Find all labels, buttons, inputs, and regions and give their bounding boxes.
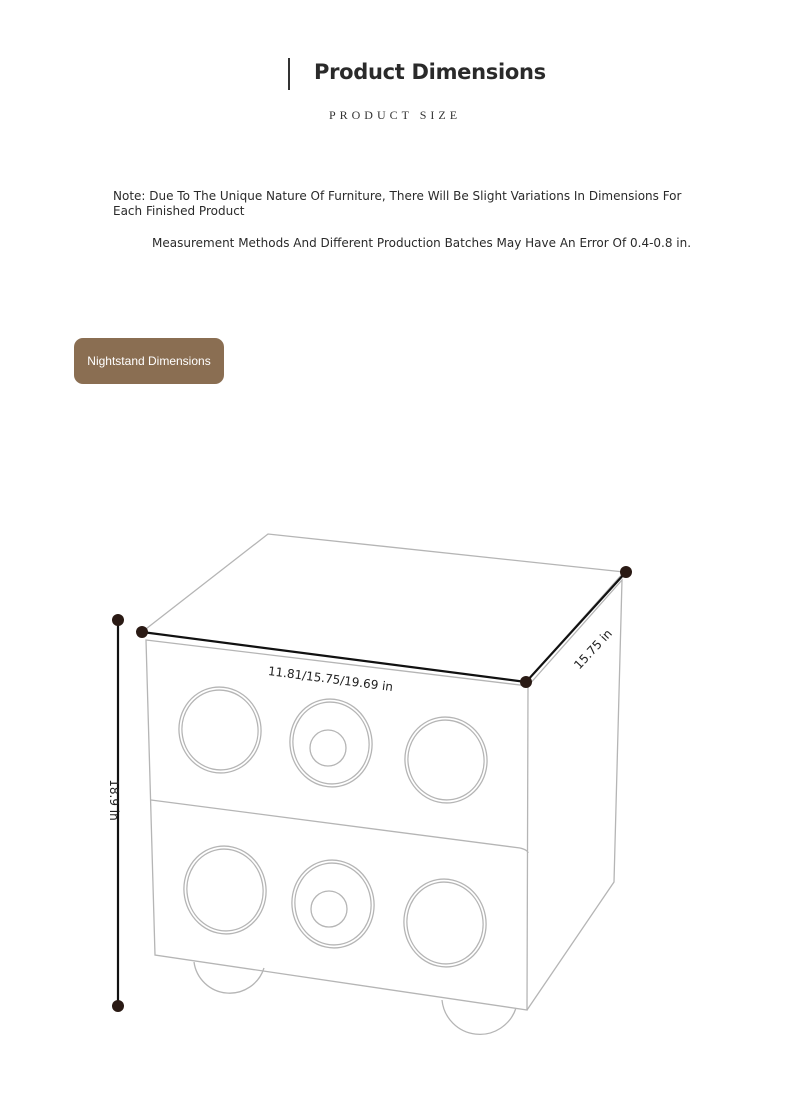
drawer-divider [151,800,528,853]
top-drawer-circles [172,681,494,810]
height-label: 18.9 in [107,779,121,821]
variation-note: Note: Due To The Unique Nature Of Furniture, There Will Be Slight Variations In Dimensions For Each Finished Product [113,189,682,218]
foot-right [442,1000,516,1034]
error-note: Measurement Methods And Different Production Batches May Have An Error Of 0.4-0.8 in. [152,236,692,250]
bottom-drawer-circles [177,840,493,974]
page-subtitle: PRODUCT SIZE [328,108,462,122]
foot-left [194,962,264,993]
nightstand-outline [142,534,624,1034]
width-start-dot [136,626,148,638]
height-top-dot [112,614,124,626]
depth-end-dot [620,566,632,578]
dimension-lines [112,566,632,1012]
width-label: 11.81/15.75/19.69 in [267,663,394,695]
depth-label: 15.75 in [571,626,615,673]
section-badge-label: Nightstand Dimensions [87,354,211,368]
page-title: Product Dimensions [314,60,546,84]
nightstand-side [527,580,622,1010]
height-bottom-dot [112,1000,124,1012]
width-end-dot [520,676,532,688]
